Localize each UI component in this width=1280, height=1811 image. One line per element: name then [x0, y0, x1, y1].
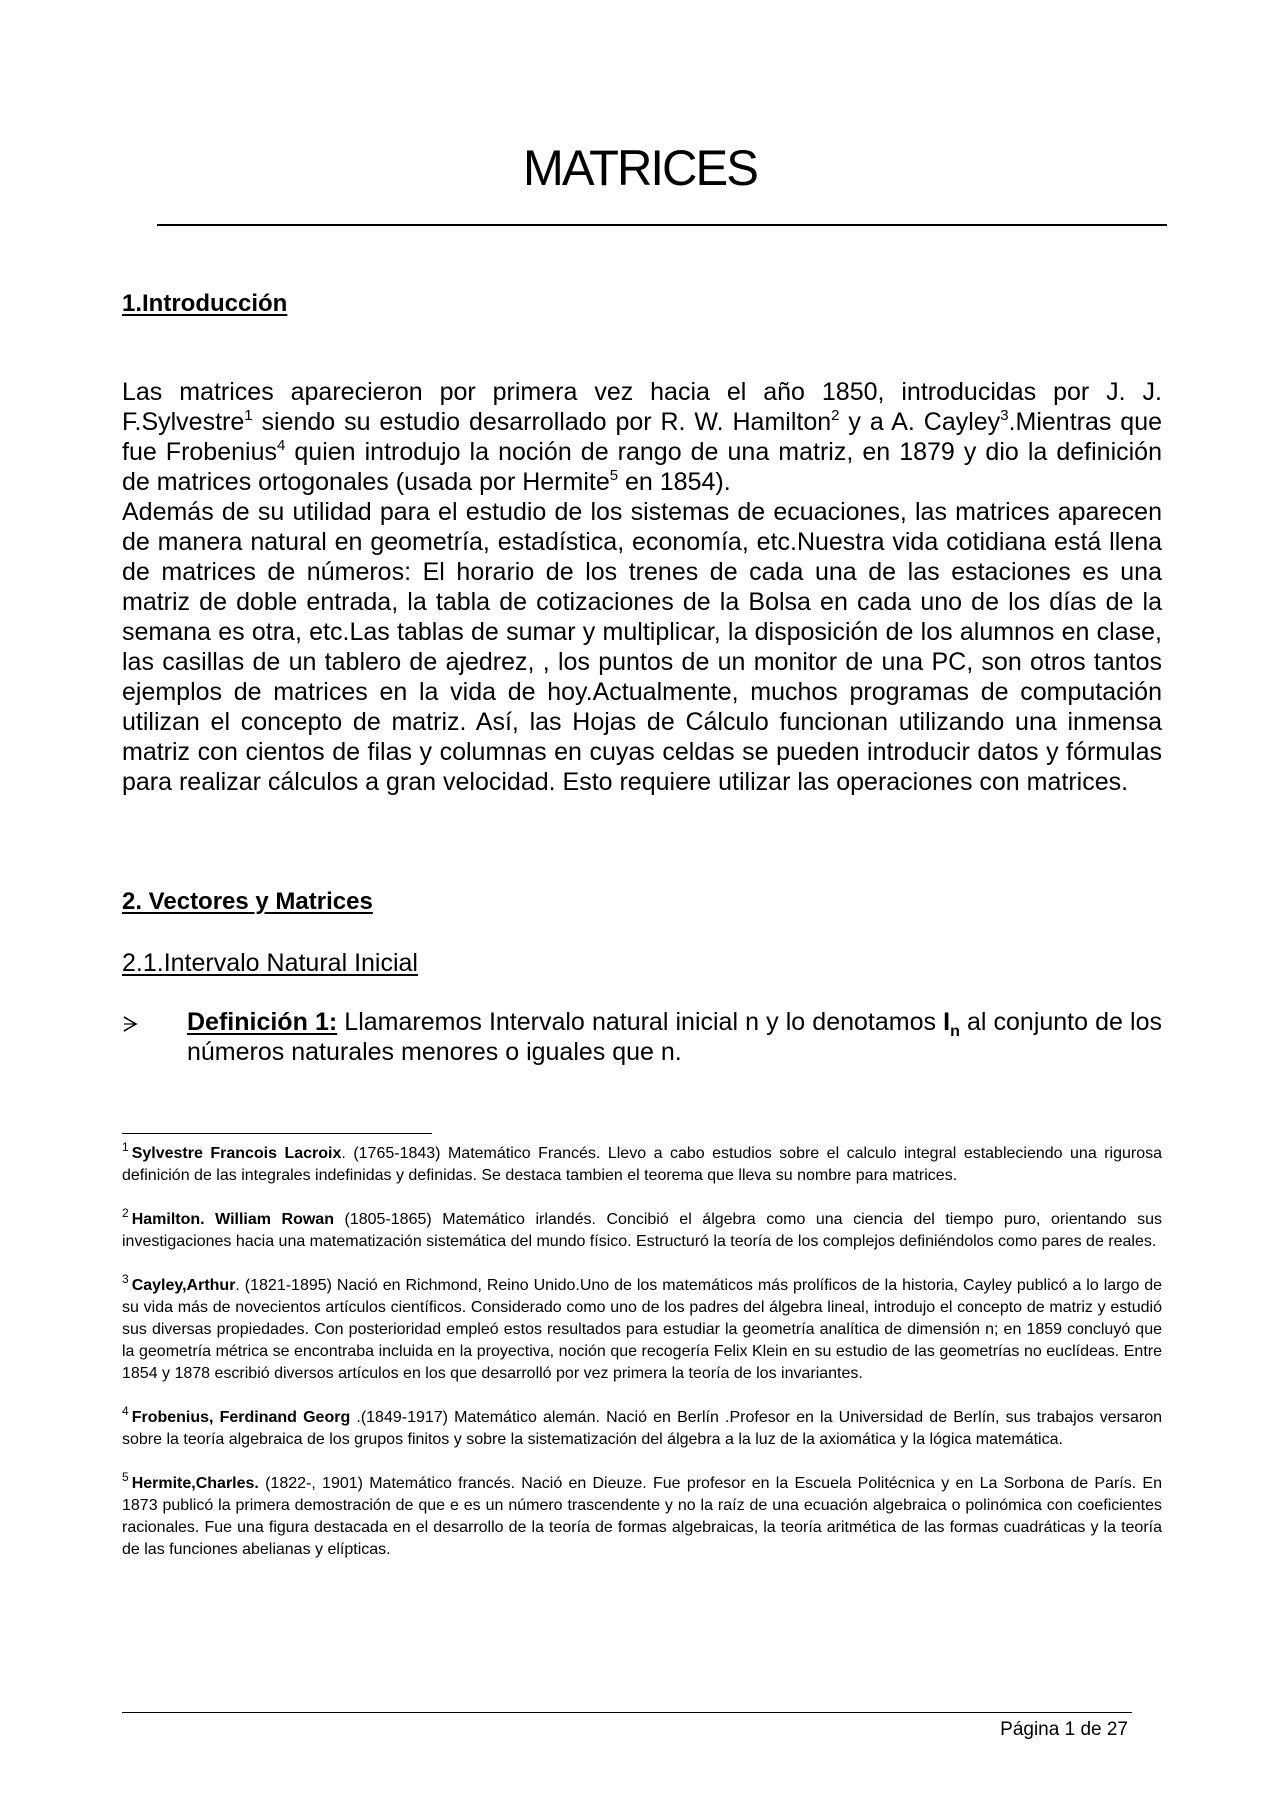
arrow-bullet-icon [122, 1007, 152, 1032]
footnote-separator [122, 1133, 432, 1134]
footnote-3: $^3$ Cayley,Arthur. (1821-1895) Nació en Richmond, Reino Unido.Uno de los matemáticos más prolíficos de la historia, Cayley publicó a lo largo de su vida más de novecientos artículos científicos. Considerado como uno de los padres del álgebra lineal, introdujo el concepto de matriz y estudió sus diversas propiedades. Con posterioridad empleó estos resultados para estudiar la geometría analítica de dimensión n; en 1859 concluyó que la geometría métrica se encontraba incluida en la proyectiva, noción que recogería Felix Klein en su estudio de las geometrías no euclídeas. Entre 1854 y 1878 escribió diversos artículos en los que desarrolló por vez primera la teoría de los invariantes. [122, 1272, 1162, 1382]
footnote-marker: 5 [609, 467, 619, 484]
definition-label: Definición 1: [187, 1008, 338, 1036]
page-number: Página 1 de 27 [1000, 1719, 1128, 1740]
intro-paragraph-1 [122, 377, 1162, 497]
footnote-marker: 2 [831, 407, 840, 424]
introduction-body [122, 377, 1162, 797]
section-heading-vectores-matrices: 2. Vectores y Matrices [122, 888, 373, 915]
definition-body-before: Llamaremos Intervalo natural inicial n y lo denotamos [337, 1008, 944, 1036]
intro-text-run: quien introdujo la noción de rango de una matriz, en 1879 y dio la definición de matrices ortogonales (usada por Hermite [122, 438, 1162, 496]
footnote-marker: 4 [276, 437, 286, 454]
intro-text-run: en 1854). [618, 468, 731, 496]
definition-text [187, 1007, 1162, 1067]
document-title: MATRICES [523, 140, 757, 196]
footer-divider [122, 1712, 1132, 1713]
intro-text-run: .Mientras que fue Frobenius [122, 408, 1162, 466]
section-heading-introduccion: 1.Introducción [122, 290, 288, 317]
intro-paragraph-2 [122, 497, 1162, 797]
definition-symbol: $I_n$ [943, 1008, 960, 1040]
footnote-5: $^5$ Hermite,Charles. (1822-, 1901) Matemático francés. Nació en Dieuze. Fue profesor en la Escuela Politécnica y en La Sorbona de París. En 1873 publicó la primera demostración de que e es un número trascendente y no la raíz de una ecuación algebraica o polinómica con coeficientes racionales. Fue una figura destacada en el desarrollo de la teoría de formas algebraicas, la teoría aritmética de las formas cuadráticas y la teoría de las funciones abelianas y elípticas. [122, 1470, 1162, 1558]
footnote-marker: 1 [244, 407, 253, 424]
intro-text-run: Además de su utilidad para el estudio de los sistemas de ecuaciones, las matrices aparecen de manera natural en geometría, estadística, economía, etc.Nuestra vida cotidiana está llena de matrices de números: El horario de los trenes de cada una de las estaciones es una matriz de doble entrada, la tabla de cotizaciones de la Bolsa en cada uno de los días de la semana es otra, etc.Las tablas de sumar y multiplicar, la disposición de los alumnos en clase, las casillas de un tablero de ajedrez, , los puntos de un monitor de una PC, son otros tantos ejemplos de matrices en la vida de hoy.Actualmente, muchos programas de computación utilizan el concepto de matriz. Así, las Hojas de Cálculo funcionan utilizando una inmensa matriz con cientos de filas y columnas en cuyas celdas se pueden introducir datos y fórmulas para realizar cálculos a gran velocidad. Esto requiere utilizar las operaciones con matrices. [122, 498, 1162, 796]
intro-text-run: Las matrices aparecieron por primera vez hacia el año 1850, introducidas por J. J. F.Sylvestre [122, 378, 1162, 436]
footnote-2: $^2$ Hamilton. William Rowan (1805-1865) Matemático irlandés. Concibió el álgebra como una ciencia del tiempo puro, orientando sus investigaciones hacia una matematización sistemática del mundo físico. Estructuró la teoría de los complejos definiéndolos como pares de reales. [122, 1206, 1162, 1250]
intro-text-run: siendo su estudio desarrollado por R. W. Hamilton [252, 408, 832, 436]
footnotes [122, 1140, 1163, 1583]
title-divider [157, 224, 1167, 226]
definition-body-after: al conjunto de los números naturales menores o iguales que n. [187, 1008, 1163, 1066]
footnote-1: $^1$ Sylvestre Francois Lacroix. (1765-1843) Matemático Francés. Llevo a cabo estudios sobre el calculo integral estableciendo una rigurosa definición de las integrales indefinidas y definidas. Se destaca tambien el teorema que lleva su nombre para matrices. [122, 1140, 1163, 1184]
subsection-heading-intervalo: 2.1.Intervalo Natural Inicial [122, 949, 418, 977]
footnote-4: $^4$ Frobenius, Ferdinand Georg .(1849-1917) Matemático alemán. Nació en Berlín .Profesor en la Universidad de Berlín, sus trabajos versaron sobre la teoría algebraica de los grupos finitos y sobre la sistematización del álgebra a la luz de la axiomática y la lógica matemática. [122, 1404, 1163, 1448]
intro-text-run: y a A. Cayley [839, 408, 1001, 436]
definition-item [122, 1007, 1162, 1067]
footnote-marker: 3 [1000, 407, 1009, 424]
